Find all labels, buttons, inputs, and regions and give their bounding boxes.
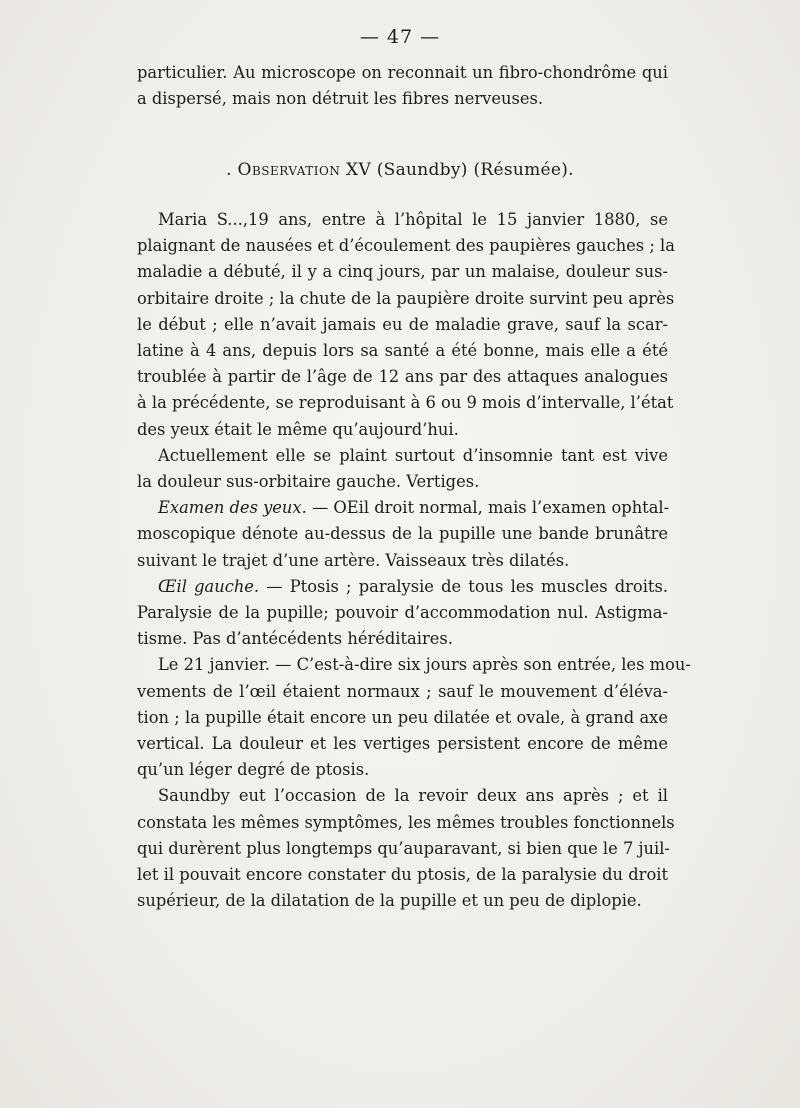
text-line: supérieur, de la dilatation de la pupille et un peu de diplopie.	[137, 891, 642, 911]
text-line: Paralysie de la pupille; pouvoir d’accommodation nul. Astigma-	[137, 603, 668, 623]
text-line: troublée à partir de l’âge de 12 ans par des attaques analogues	[137, 367, 668, 387]
text-line: orbitaire droite ; la chute de la paupière droite survint peu après	[137, 288, 675, 308]
left-eye-rest: — Ptosis ; paralysie de tous les muscles droits.	[259, 576, 668, 596]
paragraph-left-eye	[137, 574, 668, 653]
text-line: suivant le trajet d’une artère. Vaisseaux très dilatés.	[137, 550, 570, 570]
paragraph-followup	[137, 652, 691, 783]
paragraph-eye-exam	[137, 495, 668, 574]
eye-exam-rest: — OEil droit normal, mais l’examen ophtal-	[306, 498, 670, 518]
text-line: Le 21 janvier. — C’est-à-dire six jours après son entrée, les mou-	[158, 655, 691, 675]
text-line: constata les mêmes symptômes, les mêmes troubles fonctionnels	[137, 812, 675, 832]
text-line: tion ; la pupille était encore un peu dilatée et ovale, à grand axe	[137, 707, 668, 727]
text-line: moscopique dénote au-dessus de la pupille une bande brunâtre	[137, 524, 668, 544]
observation-body	[137, 207, 691, 914]
text-line	[137, 495, 668, 521]
text-line: le début ; elle n’avait jamais eu de maladie grave, sauf la scar-	[137, 314, 668, 334]
text-line: maladie a débuté, il y a cinq jours, par un malaise, douleur sus-	[137, 262, 668, 282]
text-line: tisme. Pas d’antécédents héréditaires.	[137, 629, 453, 649]
text-line: vements de l’œil étaient normaux ; sauf le mouvement d’éléva-	[137, 681, 668, 701]
text-line: a dispersé, mais non détruit les fibres nerveuses.	[137, 89, 544, 109]
text-line: à la précédente, se reproduisant à 6 ou 9 mois d’intervalle, l’état	[137, 393, 674, 413]
paragraph-current	[137, 443, 668, 495]
text-line: Maria S...,19 ans, entre à l’hôpital le 15 janvier 1880, se	[158, 210, 668, 229]
text-line: qui durèrent plus longtemps qu’auparavant, si bien que le 7 juil-	[137, 838, 670, 858]
heading-prefix: .	[226, 160, 232, 180]
intro-paragraph	[137, 60, 668, 112]
text-line: qu’un léger degré de ptosis.	[137, 760, 370, 780]
left-eye-lead: Œil gauche.	[158, 576, 260, 596]
text-line: particulier. Au microscope on reconnait un fibro-chondrôme qui	[137, 63, 668, 82]
text-line: des yeux était le même qu’aujourd’hui.	[137, 419, 459, 439]
text-line: la douleur sus-orbitaire gauche. Vertiges.	[137, 472, 480, 492]
observation-heading	[0, 160, 800, 180]
heading-number: XV (Saundby) (Résumée).	[346, 160, 574, 180]
text-line: let il pouvait encore constater du ptosis, de la paralysie du droit	[137, 865, 668, 885]
text-line: vertical. La douleur et les vertiges persistent encore de même	[137, 734, 668, 754]
eye-exam-lead: Examen des yeux.	[158, 498, 307, 518]
page-number: — 47 —	[359, 26, 441, 48]
text-line: latine à 4 ans, depuis lors sa santé a été bonne, mais elle a été	[137, 341, 668, 361]
heading-label: Observation	[237, 160, 341, 180]
text-line: plaignant de nausées et d’écoulement des paupières gauches ; la	[137, 236, 675, 256]
text-line: Saundby eut l’occasion de la revoir deux ans après ; et il	[158, 786, 668, 806]
paragraph-outcome	[137, 783, 675, 914]
text-line: Actuellement elle se plaint surtout d’insomnie tant est vive	[158, 445, 668, 465]
paragraph-history	[137, 207, 675, 443]
text-line	[137, 574, 668, 600]
